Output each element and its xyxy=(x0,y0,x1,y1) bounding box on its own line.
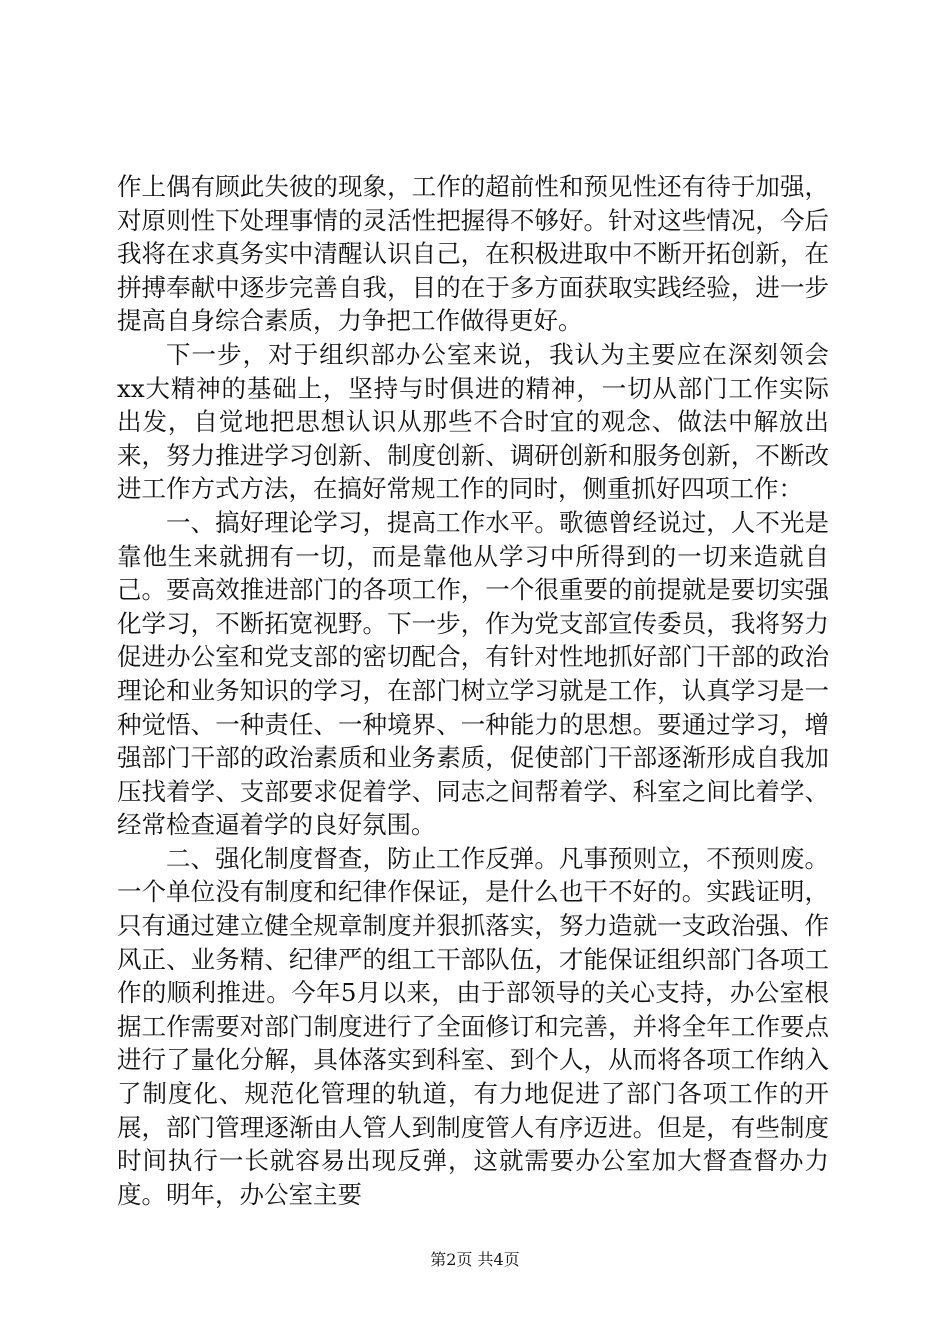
document-body xyxy=(117,170,829,1211)
page-footer: 第2页 共4页 xyxy=(430,1250,520,1269)
paragraph-1: 作上偶有顾此失彼的现象，工作的超前性和预见性还有待于加强，对原则性下处理事情的灵活性把握得不够好。针对这些情况，今后我将在求真务实中清醒认识自己，在积极进取中不断开拓创新，在拼搏奉献中逐步完善自我，目的在于多方面获取实践经验，进一步提高自身综合素质，力争把工作做得更好。 xyxy=(117,172,829,336)
paragraph-4: 二、强化制度督查，防止工作反弹。凡事预则立，不预则废。一个单位没有制度和纪律作保证，是什么也干不好的。实践证明，只有通过建立健全规章制度并狠抓落实，努力造就一支政治强、作风正、业务精、纪律严的组工干部队伍，才能保证组织部门各项工作的顺利推进。今年5月以来，由于部领导的关心支持，办公室根据工作需要对部门制度进行了全面修订和完善，并将全年工作要点进行了量化分解，具体落实到科室、到个人，从而将各项工作纳入了制度化、规范化管理的轨道，有力地促进了部门各项工作的开展，部门管理逐渐由人管人到制度管人有序迈进。但是，有些制度时间执行一长就容易出现反弹，这就需要办公室加大督查督办力度。明年，办公室主要 xyxy=(117,843,829,1209)
paragraph-2: 下一步，对于组织部办公室来说，我认为主要应在深刻领会xx大精神的基础上，坚持与时俱进的精神，一切从部门工作实际出发，自觉地把思想认识从那些不合时宜的观念、做法中解放出来，努力推进学习创新、制度创新、调研创新和服务创新，不断改进工作方式方法，在搞好常规工作的同时，侧重抓好四项工作： xyxy=(117,339,829,504)
paragraph-3: 一、搞好理论学习，提高工作水平。歌德曾经说过，人不光是靠他生来就拥有一切，而是靠他从学习中所得到的一切来造就自己。要高效推进部门的各项工作，一个很重要的前提就是要切实强化学习，不断拓宽视野。下一步，作为党支部宣传委员，我将努力促进办公室和党支部的密切配合，有针对性地抓好部门干部的政治理论和业务知识的学习，在部门树立学习就是工作，认真学习是一种觉悟、一种责任、一种境界、一种能力的思想。要通过学习，增强部门干部的政治素质和业务素质，促使部门干部逐渐形成自我加压找着学、支部要求促着学、同志之间帮着学、科室之间比着学、经常检查逼着学的良好氛围。 xyxy=(117,507,829,840)
